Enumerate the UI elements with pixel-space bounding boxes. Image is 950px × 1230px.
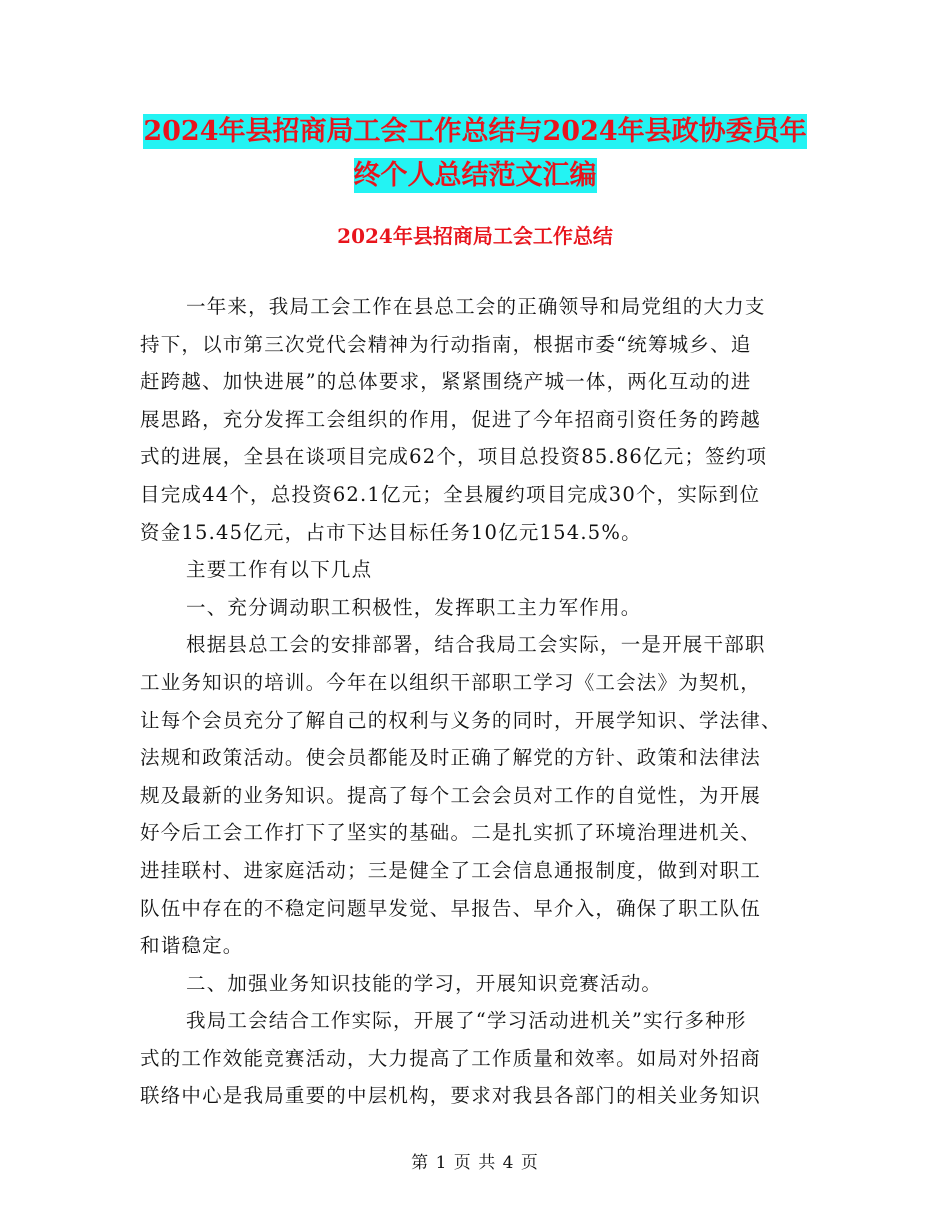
text-line: 资金15.45亿元，占市下达目标任务10亿元154.5%。: [140, 520, 642, 544]
text-line: 联络中心是我局重要的中层机构，要求对我县各部门的相关业务知识: [140, 1084, 762, 1108]
page-footer: 第 1 页 共 4 页: [411, 1153, 539, 1173]
text-line: 规及最新的业务知识。提高了每个工会会员对工作的自觉性，为开展: [140, 783, 762, 807]
section-title: 2024年县招商局工会工作总结: [337, 224, 613, 248]
text-line: 队伍中存在的不稳定问题早发觉、早报告、早介入，确保了职工队伍: [140, 896, 762, 920]
text-line: 二、加强业务知识技能的学习，开展知识竞赛活动。: [186, 971, 663, 995]
document-title: [0, 110, 950, 198]
text-line: 持下，以市第三次党代会精神为行动指南，根据市委“统筹城乡、追: [140, 332, 752, 356]
text-line: 展思路，充分发挥工会组织的作用，促进了今年招商引资任务的跨越: [140, 407, 762, 431]
text-line: 式的工作效能竞赛活动，大力提高了工作质量和效率。如局对外招商: [140, 1046, 762, 1070]
text-line: 法规和政策活动。使会员都能及时正确了解党的方针、政策和法律法: [140, 746, 762, 770]
text-line: 主要工作有以下几点: [186, 558, 373, 582]
text-line: 好今后工会工作打下了坚实的基础。二是扎实抓了环境治理进机关、: [140, 821, 762, 845]
text-line: 根据县总工会的安排部署，结合我局工会实际，一是开展干部职: [186, 633, 766, 657]
document-title-line-1: 2024年县招商局工会工作总结与2024年县政协委员年: [143, 116, 807, 147]
body-text: [140, 288, 800, 1115]
text-line: 我局工会结合工作实际，开展了“学习活动进机关”实行多种形: [186, 1009, 747, 1033]
text-line: 式的进展，全县在谈项目完成62个，项目总投资85.86亿元；签约项: [140, 445, 768, 469]
text-line: 让每个会员充分了解自己的权利与义务的同时，开展学知识、学法律、: [140, 708, 782, 732]
text-line: 目完成44个，总投资62.1亿元；全县履约项目完成30个，实际到位: [140, 482, 761, 506]
text-line: 一、充分调动职工积极性，发挥职工主力军作用。: [186, 595, 642, 619]
text-line: 进挂联村、进家庭活动；三是健全了工会信息通报制度，做到对职工: [140, 858, 762, 882]
text-line: 和谐稳定。: [140, 934, 244, 958]
text-line: 赶跨越、加快进展”的总体要求，紧紧围绕产城一体，两化互动的进: [140, 370, 752, 394]
text-line: 工业务知识的培训。今年在以组织干部职工学习《工会法》为契机，: [140, 670, 762, 694]
document-title-line-2: 终个人总结范文汇编: [353, 160, 597, 191]
text-line: 一年来，我局工会工作在县总工会的正确领导和局党组的大力支: [186, 295, 766, 318]
